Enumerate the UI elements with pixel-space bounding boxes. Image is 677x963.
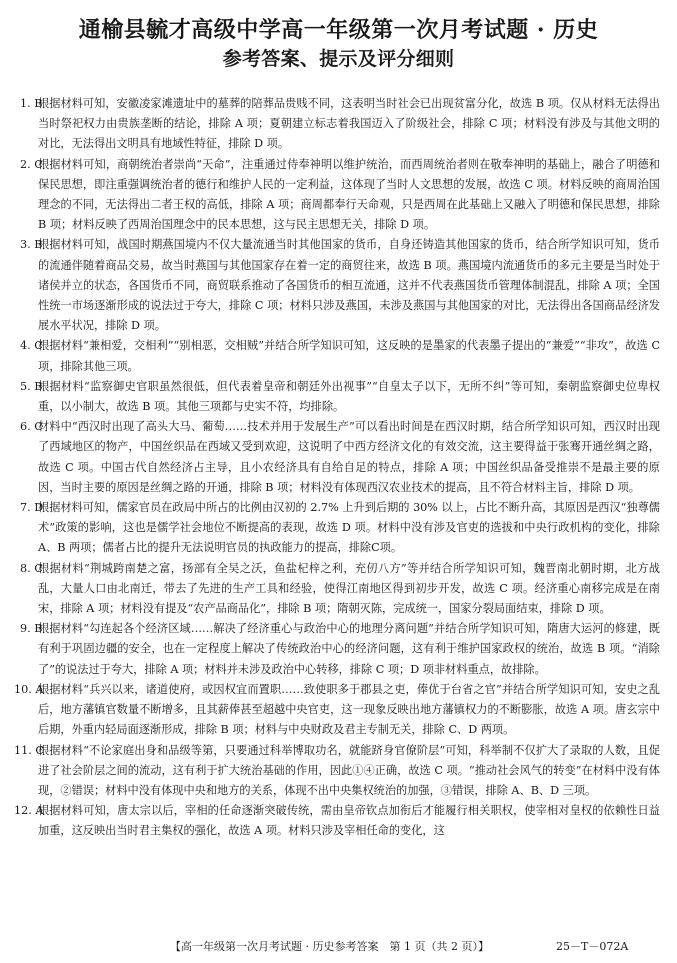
answer-text: 根据材料“兼相爱，交相利”“别相恶，交相贼”并结合所学知识可知，这反映的是墨家的代表墨子提出的“兼爱”“非攻”，故选 C 项，排除其他三项。 <box>38 339 660 373</box>
answer-number: 4. C <box>20 339 43 353</box>
answer-number: 9. B <box>20 622 43 636</box>
footer-page-info: 【高一年级第一次月考试题 · 历史参考答案 第 1 页（共 2 页）】 <box>170 940 489 953</box>
answer-number: 7. D <box>20 501 44 515</box>
page-subtitle: 参考答案、提示及评分细则 <box>222 48 455 70</box>
answer-number: 5. B <box>20 379 43 393</box>
answer-item-11 <box>14 741 660 802</box>
answer-text: 根据材料“不论家庭出身和品级等第，只要通过科举博取功名，就能跻身官僚阶层”可知，科举制不仅扩大了录取的人数，且促进了社会阶层之间的流动，这有利于扩大统治基础的作用，因此①④正确，故选 C 项。“推动社会风气的转变”在材料中没有体现，②错误；材料中没有体现中央和地方的关系，体现不出中央集权统治的加强，③错误，排除 A、B、D 三项。 <box>38 743 660 797</box>
answer-item-12 <box>14 801 660 841</box>
answer-text: 材料中“西汉时出现了高头大马、葡萄……技术并用于发展生产”可以看出时间是在西汉时期，结合所学知识可知，西汉时出现了西域地区的物产，中国丝织品在西域又受到欢迎，这说明了中西方经济文化的有效交流，这主要得益于张骞开通丝绸之路，故选 C 项。中国古代自然经济占主导，且小农经济具有自给自足的特点，排除 A 项；中国丝织品备受推崇不是最主要的原因，当时主要的原因是丝绸之路的开通，排除 B 项；材料没有体现西汉农业技术的提高，且不符合材料主旨，排除 D 项。 <box>38 420 660 494</box>
answer-text: 根据材料“勾连起各个经济区域……解决了经济重心与政治中心的地理分离问题”并结合所学知识可知，隋唐大运河的修建，既有利于巩固边疆的安全，也在一定程度上解决了传统政治中心的经济问题，这有利于维护国家政权的统治，故选 B 项。“消除了”的说法过于夸大，排除 A 项；材料并未涉及政治中心转移，排除 C 项；D 项非材料重点，故排除。 <box>38 622 660 676</box>
answer-item-7 <box>20 498 660 559</box>
answer-item-3 <box>20 235 660 336</box>
answer-item-10 <box>14 680 660 741</box>
answer-number: 6. C <box>20 420 43 434</box>
answer-number: 11. C <box>14 743 44 757</box>
answer-text: 根据材料可知，安徽凌家滩遗址中的墓葬的陪葬品贵贱不同，这表明当时社会已出现贫富分化，故选 B 项。仅从材料无法得出当时祭祀权力由贵族垄断的结论，排除 A 项；夏朝建立标志着我国迈入了阶级社会，排除 C 项；材料没有涉及与其他文明的对比，无法得出文明具有地域性特征，排除 D 项。 <box>38 97 660 151</box>
answer-item-2 <box>20 155 660 236</box>
answer-text: 根据材料“兵兴以来，诸道使府，或因权宜而置职……致使职多于郡县之吏，俸优于台省之官”并结合所学知识可知，安史之乱后，地方藩镇官数量不断增多，且其薪俸甚至超越中央官吏，这一现象反映出地方藩镇权力的不断膨胀，故选 A 项。唐玄宗中后期，外重内轻局面逐渐形成，排除 B 项；材料与中央财政及君主专制无关，排除 C、D 两项。 <box>38 682 660 737</box>
answer-text: 根据材料“荆城跨南楚之富，扬部有全吴之沃，鱼盐杞梓之利，充仞八方”等并结合所学知识可知，魏晋南北朝时期，北方战乱，大量人口由北南迁，带去了先进的生产工具和经验，使得江南地区得到初步开发，故选 C 项。经济重心南移完成是在南宋，排除 A 项；材料没有提及“农产品商品化”，排除 B 项；隋朝灭陈，完成统一，国家分裂局面结束，排除 D 项。 <box>38 561 660 616</box>
answer-text: 根据材料可知，商朝统治者崇尚“天命”，注重通过侍奉神明以维护统治，而西周统治者则在敬奉神明的基础上，融合了明德和保民思想，即注重强调统治者的德行和维护人民的一定利益，这体现了当时人文思想的发展，故选 C 项。材料反映的商周治国理念的不同，无法得出二者王权的高低，排除 A 项；商周都奉行天命观，只是西周在此基础上又融入了明德和保民思想，排除 B 项；材料反映了西周治国理念中的民本思想，这与民主思想无关，排除 D 项。 <box>38 157 660 232</box>
answer-text: 根据材料可知，唐太宗以后，宰相的任命逐渐突破传统，需由皇帝钦点加衔后才能履行相关职权，使宰相对皇权的依赖性日益加重，这反映出当时君主集权的强化，故选 A 项。材料只涉及宰相任命的变化，这 <box>38 804 660 838</box>
answer-item-9 <box>20 619 660 680</box>
answer-number: 10. A <box>14 682 44 696</box>
page-title: 通榆县毓才高级中学高一年级第一次月考试题 · 历史 <box>78 17 599 43</box>
answer-text: 根据材料“监察御史官职虽然很低，但代表着皇帝和朝廷外出视事”“自皇太子以下，无所不纠”等可知，秦朝监察御史位卑权重，以小制大，故选 B 项。其他三项都与史实不符，均排除。 <box>38 379 660 414</box>
answer-item-5 <box>20 377 660 417</box>
answer-number: 3. B <box>20 238 43 252</box>
answer-text: 根据材料可知，儒家官员在政局中所占的比例由汉初的 2.7% 上升到后期的 30% 以上，占比不断升高，其原因是西汉“独尊儒术”政策的影响，这也是儒学社会地位不断提高的表现，故选 D 项。材料中没有涉及官吏的选拔和中央行政机构的变化，排除 A、B 两项；儒者占比的提升无法说明官员的执政能力的提高，排除C项。 <box>38 501 660 555</box>
answer-item-8 <box>20 559 660 620</box>
answer-number: 1. B <box>20 97 43 110</box>
answer-text: 根据材料可知，战国时期燕国境内不仅大量流通当时其他国家的货币，自身还铸造其他国家的货币，结合所学知识可知，货币的流通伴随着商品交易，故当时燕国与其他国家存在着一定的商贸往来，故选 B 项。燕国境内流通货币的多元主要是当时处于诸侯并立的状态，各国货币不同，商贸联系推动了各国货币的相互流通，这并不代表燕国货币管理体制混乱，排除 A 项；全国性统一市场逐渐形成的说法过于夸大，排除 C 项；材料只涉及燕国，未涉及燕国与其他国家的对比，无法得出各国商品经济发展水平状况，排除 D 项。 <box>38 238 660 333</box>
answer-item-6 <box>20 417 660 498</box>
answer-number: 12. A <box>14 804 44 818</box>
answer-number: 8. C <box>20 561 43 575</box>
answer-list <box>14 94 660 842</box>
footer-code: 25－T－072A <box>556 940 629 953</box>
answer-item-1 <box>20 94 660 155</box>
answer-item-4 <box>20 336 660 376</box>
answer-number: 2. C <box>20 157 43 171</box>
